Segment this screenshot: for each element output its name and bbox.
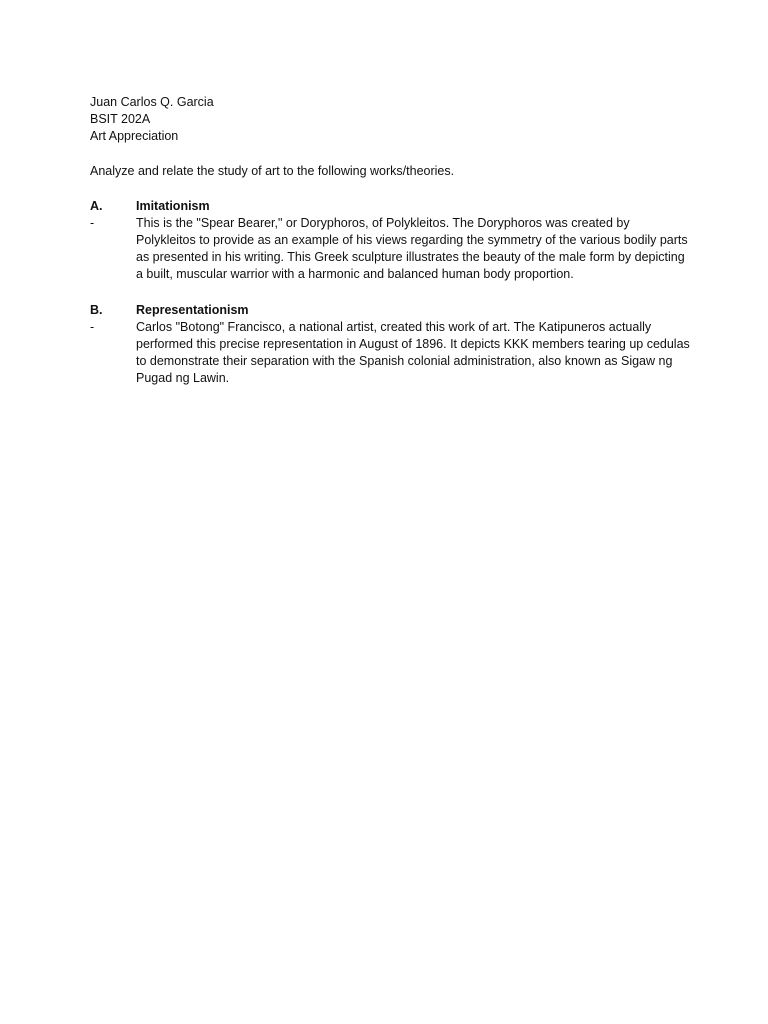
list-item <box>90 215 690 283</box>
section-title: Representationism <box>136 303 249 317</box>
section-body: This is the "Spear Bearer," or Doryphoros, of Polykleitos. The Doryphoros was created by Polykleitos to provide as an example of his views regarding the symmetry of the various bodily parts as presented in his writing. This Greek sculpture illustrates the beauty of the male form by depicting a built, muscular warrior with a harmonic and balanced human body proportion. <box>136 216 688 281</box>
document-header <box>90 94 214 145</box>
section-heading <box>90 198 690 215</box>
class-section: BSIT 202A <box>90 112 151 126</box>
section-marker: A. <box>90 199 103 213</box>
section-marker: B. <box>90 303 103 317</box>
assignment-prompt: Analyze and relate the study of art to the following works/theories. <box>90 164 455 178</box>
author-name: Juan Carlos Q. Garcia <box>90 95 214 109</box>
section-heading <box>90 302 690 319</box>
section-imitationism <box>90 198 690 283</box>
section-representationism <box>90 302 690 387</box>
section-title: Imitationism <box>136 199 210 213</box>
subject-title: Art Appreciation <box>90 129 179 143</box>
bullet-dash: - <box>90 320 95 334</box>
list-item <box>90 319 690 387</box>
bullet-dash: - <box>90 216 95 230</box>
section-body: Carlos "Botong" Francisco, a national artist, created this work of art. The Katipuneros actually performed this precise representation in August of 1896. It depicts KKK members tearing up cedulas to demonstrate their separation with the Spanish colonial administration, also known as Sigaw ng Pugad ng Lawin. <box>136 320 690 385</box>
